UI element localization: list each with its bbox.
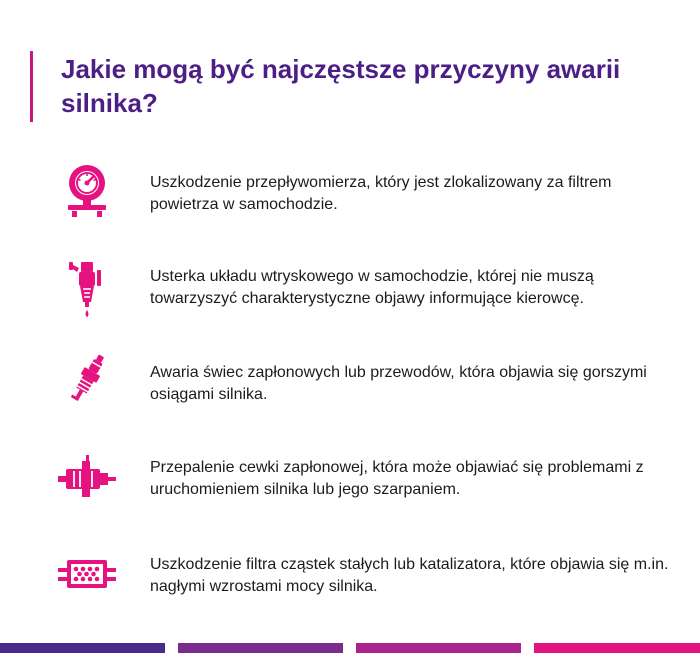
pressure-gauge-icon: [56, 162, 118, 224]
item-text: Przepalenie cewki zapłonowej, która może objawiać się problemami z uruchomieniem silnika lub jego szarpaniem.: [150, 459, 644, 498]
spark-plug-icon: [56, 350, 118, 412]
footer-stripes: [0, 643, 700, 653]
footer-stripe: [534, 643, 700, 653]
footer-stripe: [356, 643, 521, 653]
item-text: Usterka układu wtryskowego w samochodzie, której nie muszą towarzyszyć charakterystyczne objawy informujące kierowcę.: [150, 268, 594, 307]
item-text: Uszkodzenie filtra cząstek stałych lub katalizatora, które objawia się m.in. nagłymi wzrostami mocy silnika.: [150, 556, 669, 595]
ignition-coil-icon: [56, 449, 118, 511]
item-text: Awaria świec zapłonowych lub przewodów, która objawia się gorszymi osiągami silnika.: [150, 364, 647, 403]
item-text: Uszkodzenie przepływomierza, który jest zlokalizowany za filtrem powietrza w samochodzie.: [150, 174, 612, 213]
particulate-filter-icon: [56, 544, 118, 606]
page-title: Jakie mogą być najczęstsze przyczyny awarii silnika?: [61, 54, 621, 118]
footer-stripe: [0, 643, 165, 653]
fuel-injector-icon: [56, 258, 118, 320]
accent-bar: [30, 51, 33, 122]
footer-stripe: [178, 643, 343, 653]
